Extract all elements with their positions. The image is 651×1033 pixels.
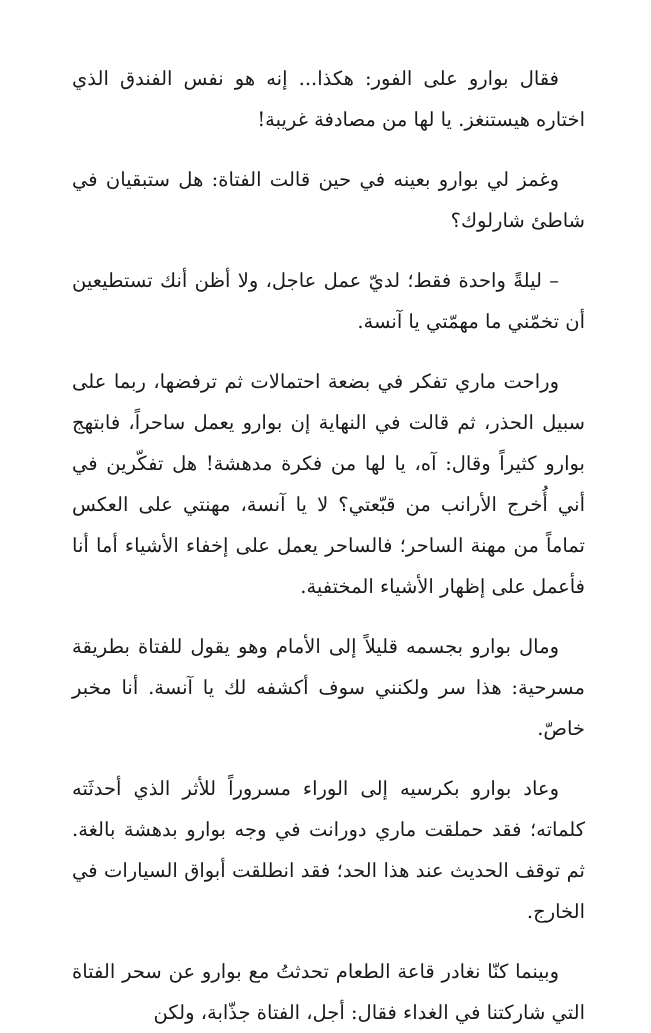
paragraph-4: وراحت ماري تفكر في بضعة احتمالات ثم ترفضها، ربما على سبيل الحذر، ثم قالت في النهاية إن بوارو يعمل ساحراً، فابتهج بوارو كثيراً وقال: آه، يا لها من فكرة مدهشة! هل تفكّرين في أني أُخرج الأرانب من قبّعتي؟ لا يا آنسة، مهنتي على العكس تماماً من مهنة الساحر؛ فالساحر يعمل على إخفاء الأشياء أما أنا فأعمل على إظهار الأشياء المختفية. [72,370,585,598]
paragraph-2: وغمز لي بوارو بعينه في حين قالت الفتاة: هل ستبقيان في شاطئ شارلوك؟ [72,168,585,232]
paragraph-7: وبينما كنّا نغادر قاعة الطعام تحدثتُ مع بوارو عن سحر الفتاة التي شاركتنا في الغداء فقال: أجل، الفتاة جذّابة، ولكن [72,960,585,1024]
paragraph-1: فقال بوارو على الفور: هكذا... إنه هو نفس الفندق الذي اختاره هيستنغز. يا لها من مصادفة غريبة! [72,67,585,131]
paragraph-5: ومال بوارو بجسمه قليلاً إلى الأمام وهو يقول للفتاة بطريقة مسرحية: هذا سر ولكنني سوف أكشفه لك يا آنسة. أنا مخبر خاصّ. [72,635,585,740]
paragraph-6: وعاد بوارو بكرسيه إلى الوراء مسروراً للأثر الذي أحدثَته كلماته؛ فقد حملقت ماري دورانت في وجه بوارو بدهشة بالغة. ثم توقف الحديث عند هذا الحد؛ فقد انطلقت أبواق السيارات في الخارج. [72,777,585,923]
paragraph-3: – ليلةً واحدة فقط؛ لديّ عمل عاجل، ولا أظن أنك تستطيعين أن تخمّني ما مهمّتي يا آنسة. [72,269,585,333]
